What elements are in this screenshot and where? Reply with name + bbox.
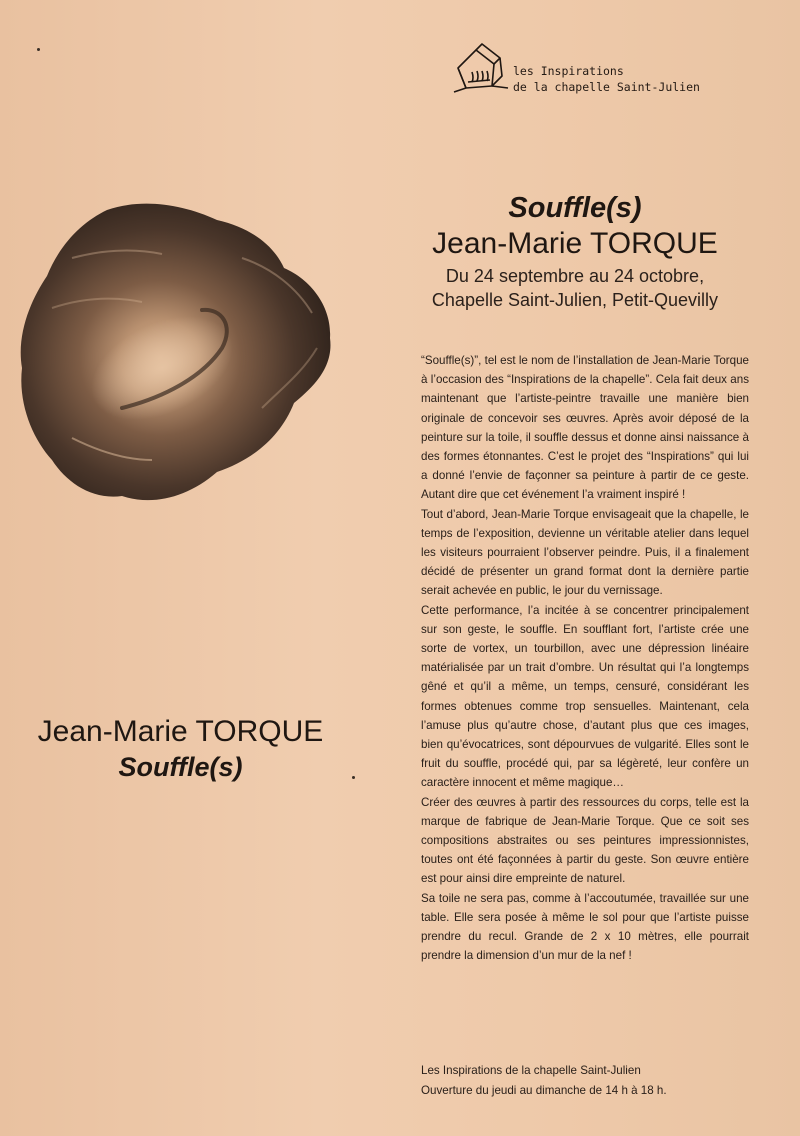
paragraph: Tout d’abord, Jean-Marie Torque envisageait que la chapelle, le temps de l’exposition, devienne un véritable atelier dans lequel les visiteurs pourraient l’observer peindre. Puis, il a finalement décidé de présenter un grand format dont la dernière partie serait achevée en public, le jour du vernissage. (421, 507, 749, 598)
exhibition-dates: Du 24 septembre au 24 octobre, (445, 266, 705, 286)
footer-line-1: Les Inspirations de la chapelle Saint-Julien (421, 1064, 641, 1077)
paragraph: Créer des œuvres à partir des ressources du corps, telle est la marque de fabrique de Jean-Marie Torque. Que ce soit ses compositions abstraites ou ses peintures impressionnistes, toutes ont été façonnées à partir du geste. Son œuvre entière est pour ainsi dire empreinte de naturel. (421, 795, 749, 886)
article-body (421, 351, 749, 966)
logo (452, 42, 722, 102)
left-artist-name: Jean-Marie TORQUE (37, 715, 324, 748)
artwork-image (12, 198, 342, 508)
paper-speck (37, 48, 40, 51)
exhibition-header (405, 190, 745, 312)
paragraph: Cette performance, l’a incitée à se concentrer principalement sur son geste, le souffle. En soufflant fort, l’artiste crée une sorte de vortex, un tourbillon, avec une dépression linéaire matérialisée par un trait d’ombre. Un résultat qui l’a longtemps gêné et qu’il a même, un temps, censuré, considérant les formes obtenues comme trop sensuelles. Maintenant, cela l’amuse plus qu’autre chose, d’autant plus que ces images, bien qu’évocatrices, sont dépourvues de vulgarité. Elles sont le fruit du souffle, procédé qui, par sa légèreté, leur confère un caractère innocent et même magique… (421, 603, 749, 790)
left-exhibition-title: Souffle(s) (118, 752, 243, 782)
exhibition-title: Souffle(s) (508, 192, 642, 224)
artist-name: Jean-Marie TORQUE (432, 227, 718, 260)
left-title-block (8, 714, 353, 784)
logo-line-2: de la chapelle Saint-Julien (513, 80, 700, 94)
paragraph: Sa toile ne sera pas, comme à l’accoutumée, travaillée sur une table. Elle sera posée à même le sol pour que l’artiste puisse prendre du recul. Grande de 2 x 10 mètres, elle pourrait prendre la dimension d’un mur de la nef ! (421, 891, 749, 963)
chapel-icon (452, 42, 512, 102)
footer-info (421, 1061, 761, 1100)
footer-line-2: Ouverture du jeudi au dimanche de 14 h à 18 h. (421, 1083, 667, 1097)
logo-line-1: les Inspirations (513, 64, 624, 78)
exhibition-place: Chapelle Saint-Julien, Petit-Quevilly (431, 290, 719, 310)
paragraph: “Souffle(s)”, tel est le nom de l’installation de Jean-Marie Torque à l’occasion des “Inspirations de la chapelle”. Cela fait deux ans maintenant que l’artiste-peintre travaille une manière bien originale de concevoir ses œuvres. Après avoir déposé de la peinture sur la toile, il souffle dessus et donne ainsi naissance à des formes étonnantes. C’est le projet des “Inspirations” qui lui a donné l’envie de façonner sa peinture à partir de ce geste. Autant dire que cet événement l’a vraiment inspiré ! (421, 354, 749, 502)
